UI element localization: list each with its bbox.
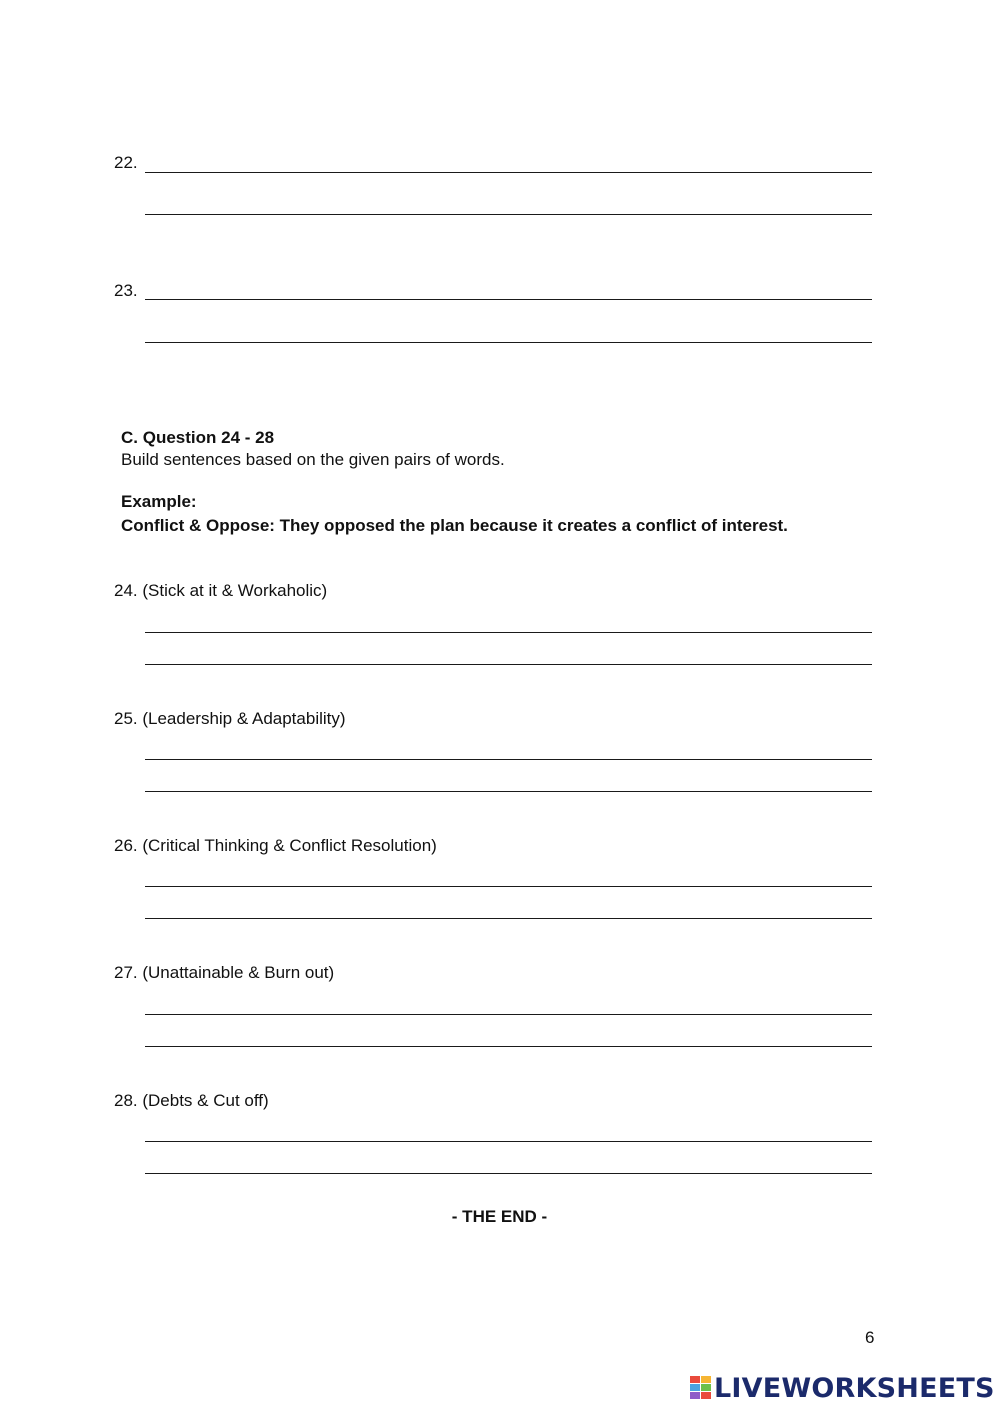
question-23-number: 23. [114, 281, 138, 300]
answer-line[interactable] [145, 299, 872, 300]
answer-line[interactable] [145, 632, 872, 633]
answer-line[interactable] [145, 172, 872, 173]
brand-name: LIVEWORKSHEETS [714, 1372, 995, 1404]
page-number: 6 [865, 1328, 875, 1347]
question-22-number: 22. [114, 153, 138, 172]
question-26-label: 26. (Critical Thinking & Conflict Resolution) [114, 836, 437, 855]
question-25-label: 25. (Leadership & Adaptability) [114, 709, 346, 728]
answer-line[interactable] [145, 1141, 872, 1142]
answer-line[interactable] [145, 1014, 872, 1015]
answer-line[interactable] [145, 1046, 872, 1047]
question-28-label: 28. (Debts & Cut off) [114, 1091, 269, 1110]
example-label: Example: [121, 492, 197, 511]
question-24-label: 24. (Stick at it & Workaholic) [114, 581, 328, 600]
answer-line[interactable] [145, 342, 872, 343]
liveworksheets-logo [690, 1371, 995, 1405]
answer-line[interactable] [145, 918, 872, 919]
answer-line[interactable] [145, 886, 872, 887]
answer-line[interactable] [145, 791, 872, 792]
answer-line[interactable] [145, 214, 872, 215]
liveworksheets-logo-icon [690, 1376, 712, 1400]
example-text: Conflict & Oppose: They opposed the plan because it creates a conflict of interest. [121, 516, 788, 535]
end-marker: - THE END - [451, 1207, 548, 1226]
section-instruction: Build sentences based on the given pairs of words. [121, 450, 505, 469]
section-title: C. Question 24 - 28 [121, 428, 275, 447]
answer-line[interactable] [145, 759, 872, 760]
answer-line[interactable] [145, 1173, 872, 1174]
answer-line[interactable] [145, 664, 872, 665]
question-27-label: 27. (Unattainable & Burn out) [114, 963, 335, 982]
